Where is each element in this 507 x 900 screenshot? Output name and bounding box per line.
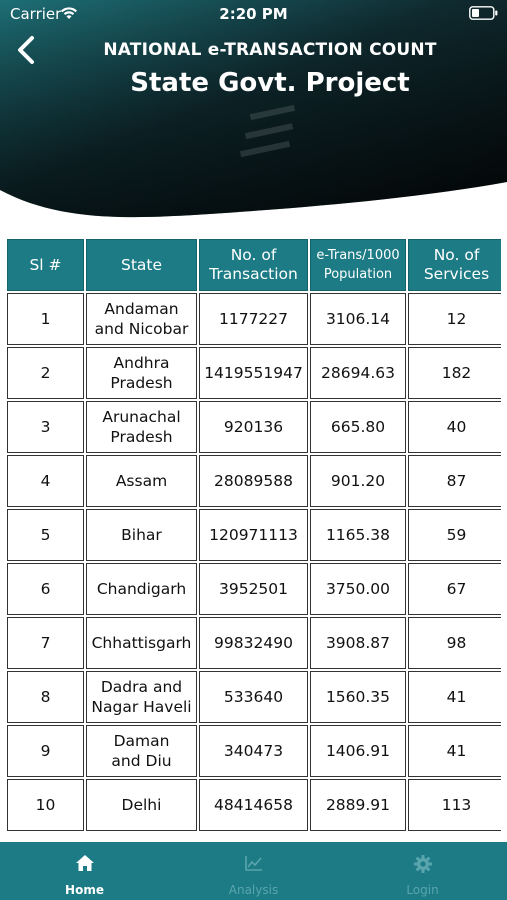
status-bar [0,0,507,28]
cell-transactions: 120971113 [199,509,308,561]
chevron-left-icon [10,32,44,68]
cell-sl: 3 [7,401,84,453]
bottom-tab-bar [0,842,507,900]
cell-sl: 6 [7,563,84,615]
cell-per-population: 28694.63 [310,347,406,399]
cell-services: 113 [408,779,501,831]
cell-state [86,401,197,453]
state-name-line1: Bihar [121,526,162,544]
table-row[interactable] [7,563,501,615]
cell-sl: 1 [7,293,84,345]
cell-services: 59 [408,509,501,561]
cell-transactions: 1419551947 [199,347,308,399]
gear-icon [413,854,433,878]
table-row[interactable] [7,617,501,669]
state-name-line1: Daman [113,732,170,750]
table-row[interactable] [7,671,501,723]
state-name-line1: Chhattisgarh [91,634,192,652]
column-header-sl: Sl # [7,239,84,291]
cell-state [86,293,197,345]
cell-per-population: 1560.35 [310,671,406,723]
table-row[interactable] [7,725,501,777]
state-name-line1: Chandigarh [96,580,187,598]
table-row[interactable] [7,779,501,831]
table-row[interactable] [7,455,501,507]
tab-home-label: Home [65,883,104,897]
table-row[interactable] [7,293,501,345]
battery-icon [469,6,499,24]
cell-transactions: 533640 [199,671,308,723]
cell-transactions: 28089588 [199,455,308,507]
state-name-line2: Pradesh [110,428,173,446]
cell-services: 182 [408,347,501,399]
cell-state [86,455,197,507]
tab-login-label: Login [406,883,439,897]
cell-services: 41 [408,671,501,723]
cell-transactions: 340473 [199,725,308,777]
back-button[interactable] [10,32,44,68]
cell-per-population: 1165.38 [310,509,406,561]
tab-login[interactable] [338,842,507,900]
column-header-services: No. of Services [408,239,501,291]
cell-transactions: 1177227 [199,293,308,345]
cell-state [86,347,197,399]
column-header-transactions: No. of Transaction [199,239,308,291]
cell-per-population: 1406.91 [310,725,406,777]
cell-per-population: 901.20 [310,455,406,507]
column-header-state: State [86,239,197,291]
cell-sl: 10 [7,779,84,831]
header-banner [0,0,507,222]
cell-sl: 7 [7,617,84,669]
cell-services: 41 [408,725,501,777]
home-icon [75,854,95,876]
cell-per-population: 665.80 [310,401,406,453]
page-subtitle: State Govt. Project [130,68,410,98]
state-name-line1: Arunachal [102,408,181,426]
cell-sl: 9 [7,725,84,777]
tab-analysis[interactable] [169,842,338,900]
table-header-row [7,239,501,291]
cell-state [86,617,197,669]
state-name-line1: Andaman [104,300,179,318]
cell-state [86,779,197,831]
state-name-line2: and Diu [111,752,172,770]
cell-state [86,509,197,561]
state-name-line1: Andhra [113,354,170,372]
page-title: NATIONAL e-TRANSACTION COUNT [103,40,437,60]
cell-per-population: 3908.87 [310,617,406,669]
cell-per-population: 2889.91 [310,779,406,831]
header-background [0,0,507,222]
table-row[interactable] [7,347,501,399]
cell-sl: 4 [7,455,84,507]
cell-services: 40 [408,401,501,453]
transaction-table-container[interactable] [7,237,501,841]
state-name-line2: Nagar Haveli [91,698,192,716]
cell-transactions: 3952501 [199,563,308,615]
cell-services: 87 [408,455,501,507]
cell-state [86,563,197,615]
chart-icon [244,854,264,876]
cell-transactions: 48414658 [199,779,308,831]
cell-sl: 2 [7,347,84,399]
status-time: 2:20 PM [219,5,288,23]
column-header-per-population: e-Trans/1000 Population [310,239,406,291]
cell-services: 98 [408,617,501,669]
state-name-line1: Assam [115,472,168,490]
cell-per-population: 3106.14 [310,293,406,345]
state-name-line1: Dadra and [100,678,183,696]
tab-analysis-label: Analysis [228,883,279,897]
carrier-label: Carrier [10,5,62,23]
cell-state [86,671,197,723]
state-name-line2: and Nicobar [94,320,189,338]
cell-services: 12 [408,293,501,345]
cell-sl: 8 [7,671,84,723]
cell-per-population: 3750.00 [310,563,406,615]
cell-transactions: 920136 [199,401,308,453]
state-name-line1: Delhi [121,796,162,814]
tab-home[interactable] [0,842,169,900]
state-name-line2: Pradesh [110,374,173,392]
cell-services: 67 [408,563,501,615]
transaction-table [7,237,501,833]
cell-sl: 5 [7,509,84,561]
table-row[interactable] [7,509,501,561]
cell-state [86,725,197,777]
cell-transactions: 99832490 [199,617,308,669]
table-row[interactable] [7,401,501,453]
